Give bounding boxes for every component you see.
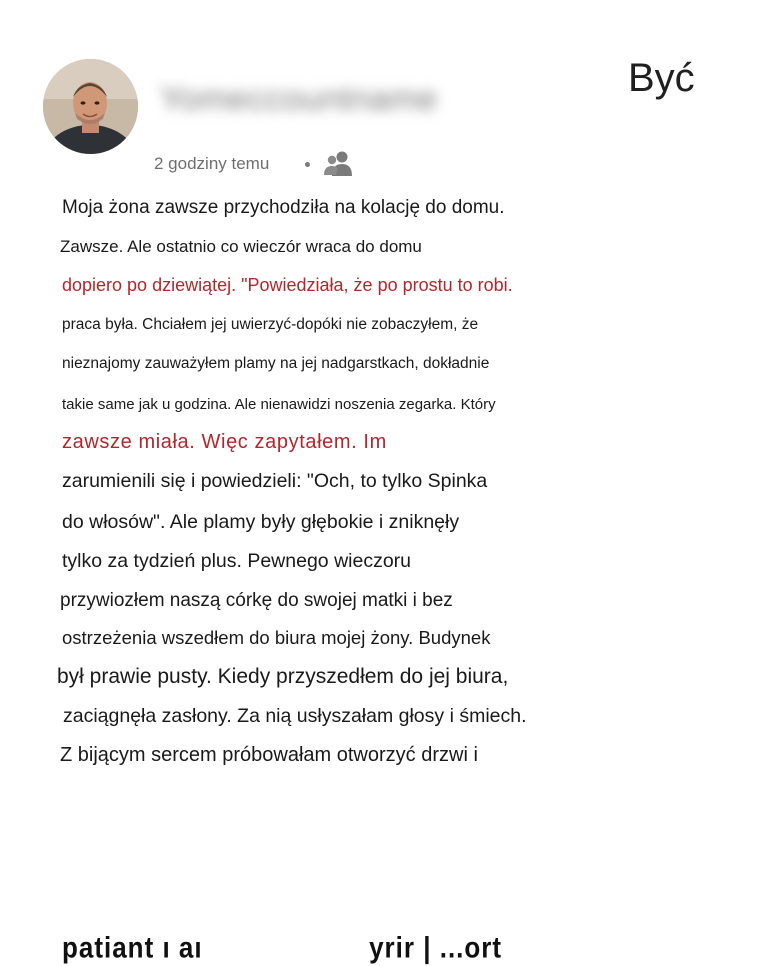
post-line-9: do włosów". Ale plamy były głębokie i zniknęły [62,511,460,533]
footer-fragment-blurred [211,930,361,966]
corner-label: Być [628,56,695,100]
post-line-1: Moja żona zawsze przychodziła na kolację do domu. [62,197,505,218]
post-line-7: zawsze miała. Więc zapytałem. Im [62,431,387,453]
post-line-10: tylko za tydzień plus. Pewnego wieczoru [62,550,412,572]
separator-dot [305,162,310,167]
post-line-2: Zawsze. Ale ostatnio co wieczór wraca do domu [60,237,422,256]
post-line-4: praca była. Chciałem jej uwierzyć-dopóki nie zobaczyłem, że [62,316,479,333]
footer-fragment: ı aı [162,930,203,965]
post-meta [154,149,356,179]
post-line-13: był prawie pusty. Kiedy przyszedłem do jej biura, [57,665,509,688]
footer-fragment: patiant [62,930,155,965]
post-line-12: ostrzeżenia wszedłem do biura mojej żony. Budynek [62,627,491,648]
smudge-overlay [560,234,610,256]
smudge-overlay [515,430,665,456]
post-line-5: nieznajomy zauważyłem plamy na jej nadgarstkach, dokładnie [62,355,490,372]
smudge-overlay [580,586,700,614]
username[interactable]: Yomeccountname [160,80,438,118]
footer-fragment: | [423,930,440,965]
avatar-photo [43,59,138,154]
footer-fragment: ...ort [439,930,503,965]
post-line-8: zarumienili się i powiedzieli: "Och, to tylko Spinka [62,470,488,492]
post-line-11: przywiozłem naszą córkę do swojej matki i bez [60,590,453,611]
post-line-6: takie same jak u godzina. Ale nienawidzi noszenia zegarka. Który [62,396,496,413]
timestamp[interactable]: 2 godziny temu [154,154,270,173]
post-line-3: dopiero po dziewiątej. "Powiedziała, że po prostu to robi. [62,275,513,295]
smudge-overlay [630,744,700,770]
footer-text [62,930,502,966]
avatar[interactable] [43,59,138,154]
post-line-14: zaciągnęła zasłony. Za nią usłyszałam głosy i śmiech. [63,705,527,727]
footer-fragment: yrir [369,930,415,965]
post-line-15: Z bijącym sercem próbowałam otworzyć drzwi i [60,744,478,766]
friends-icon[interactable] [322,149,356,179]
